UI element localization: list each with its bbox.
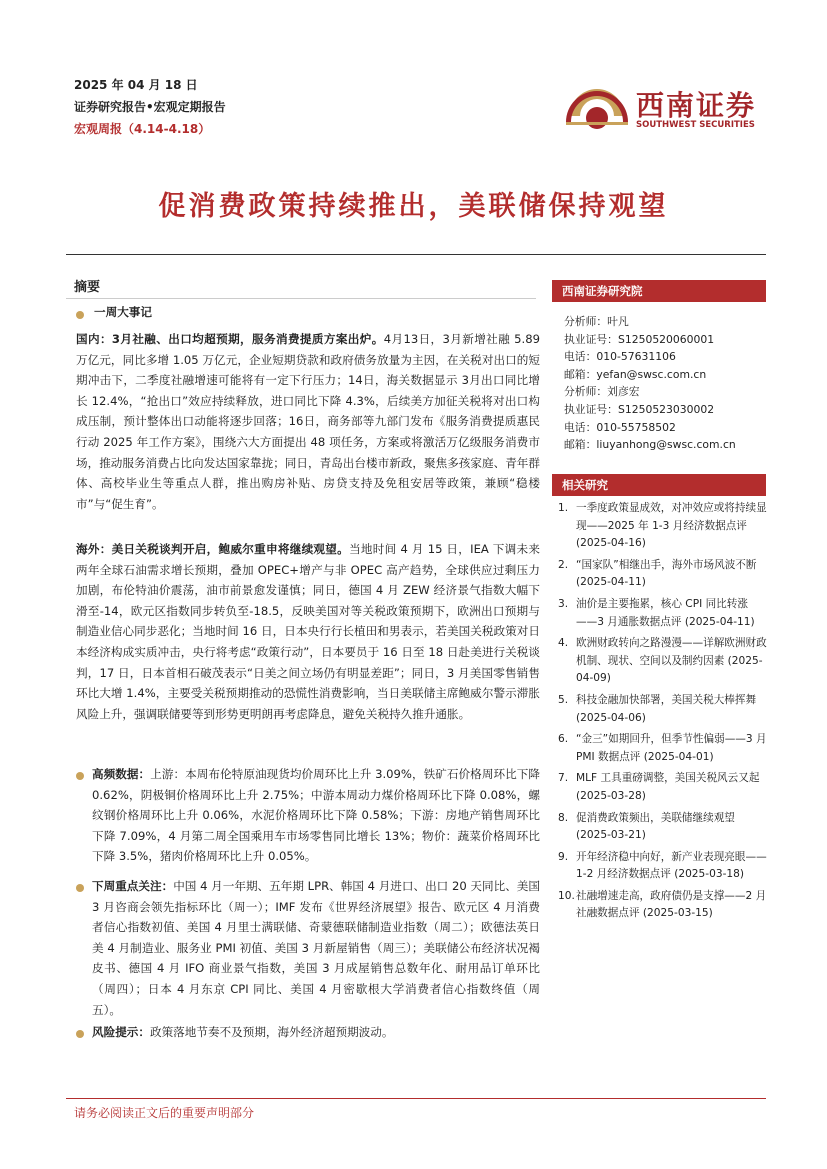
related-report-number: 4. [558,637,569,650]
related-research-list [558,500,768,927]
hf-lead: 高频数据： [92,767,151,781]
report-date: 2025 年 04 月 18 日 [74,78,198,92]
related-report-item[interactable] [558,692,768,727]
related-report-item[interactable] [558,557,768,592]
related-report-number: 1. [558,502,569,514]
title-divider [66,254,766,255]
related-report-number: 9. [558,850,569,863]
summary-divider [66,298,536,299]
related-report-title[interactable]: 开年经济稳中向好，新产业表现亮眼——1-2 月经济数据点评 (2025-03-18) [576,850,767,881]
related-report-number: 6. [558,733,569,746]
domestic-text: 4月13日，3月新增社融 5.89 万亿元，同比多增 1.05 万亿元，企业短期贷款和政府债务放量为主因，在关税对出口的短期冲击下，二季度社融增速可能将有一定下行压力；14日，海关数据显示 3月出口同比增长 12.4%，“抢出口”效应持续释放，进口同比下降 4.3%，后续美方加征关税将对出口构成压制，预计整体出口动能将逐步回落；16日，商务部等九部门发布《服务消费提质惠民行动 2025 年工作方案》，围绕六大方面提出 48 项任务，方案或将激活万亿级服务消费市场，推动服务消费占比向发达国家靠拢；同日，青岛出台楼市新政，聚焦多孩家庭、青年群体、高校毕业生等重点人群，推出购房补贴、房贷支持及免租安居等政策，兼顾“稳楼市”与“促生育”。 [76,332,540,511]
overseas-paragraph [76,539,540,724]
related-report-item[interactable] [558,596,768,631]
related-report-item[interactable] [558,770,768,805]
company-logo [566,78,766,138]
sun-emblem-icon [566,78,628,134]
related-report-number: 8. [558,811,569,824]
related-report-item[interactable] [558,731,768,766]
related-report-title[interactable]: 一季度政策显成效，对冲效应或将持续显现——2025 年 1-3 月经济数据点评 (2025-04-16) [576,502,767,550]
related-report-item[interactable] [558,849,768,884]
institute-label: 西南证券研究院 [552,280,766,302]
domestic-paragraph [76,329,540,514]
related-report-item[interactable] [558,888,768,923]
bullet-icon [76,1030,84,1038]
related-report-number: 7. [558,772,569,785]
related-report-number: 3. [558,597,569,610]
report-title: 促消费政策持续推出，美联储保持观望 [158,191,669,222]
related-report-number: 2. [558,558,569,571]
risk-paragraph [92,1022,540,1043]
related-research-label: 相关研究 [552,474,766,496]
week-events-title: 一周大事记 [94,305,152,319]
related-report-title[interactable]: 科技金融加快部署，美国关税大棒挥舞 (2025-04-06) [576,693,757,724]
report-name: 宏观周报（4.14-4.18） [74,122,211,136]
related-report-item[interactable] [558,500,768,553]
bullet-icon [76,772,84,780]
logo-name-en: SOUTHWEST SECURITIES [636,120,755,130]
related-report-title[interactable]: 社融增速走高，政府债仍是支撑——2 月社融数据点评 (2025-03-15) [576,889,767,920]
related-report-title[interactable]: 促消费政策频出，美联储继续观望 (2025-03-21) [576,811,735,842]
related-report-item[interactable] [558,635,768,688]
logo-name-cn: 西南证券 [636,89,757,122]
summary-heading: 摘要 [74,280,101,295]
next-week-paragraph [92,876,540,1020]
related-report-number: 5. [558,693,569,706]
related-report-number: 10. [558,889,575,902]
related-report-title[interactable]: MLF 工具重磅调整，美国关税风云又起 (2025-03-28) [576,772,760,802]
risk-lead: 风险提示： [92,1025,150,1039]
risk-text: 政策落地节奏不及预期，海外经济超预期波动。 [149,1025,394,1039]
related-report-title[interactable]: “国家队”相继出手，海外市场风波不断 (2025-04-11) [576,558,757,589]
overseas-text: 当地时间 4 月 15 日，IEA 下调未来两年全球石油需求增长预期，叠加 OPEC+增产与非 OPEC 高产趋势，全球供应过剩压力加剧，布伦特油价震荡，油市前景愈发谨慎；同日，德国 4 月 ZEW 经济景气指数大幅下滑至-14，欧元区指数同步转负至-18.5，反映美国对等关税政策预期下，欧洲出口预期与制造业信心同步恶化；当地时间 16 日，日本央行行长植田和男表示，若美国关税政策对日本经济构成实质冲击，央行将考虑“政策行动”，日本要员于 16 日至 18 日赴美进行关税谈判，17 日，日本首相石破茂表示“日美之间立场仍有明显差距”；同日，3 月美国零售销售环比大增 1.4%，主要受关税预期推动的恐慌性消费影响，当日美联储主席鲍威尔警示滞胀风险上升，强调联储要等到形势更明朗再考虑降息，避免关税持久推升通胀。 [76,542,540,721]
report-category: 证券研究报告•宏观定期报告 [74,100,226,114]
next-lead: 下周重点关注： [92,879,174,893]
footer-divider [66,1098,766,1099]
hf-text: 上游：本周布伦特原油现货均价周环比上升 3.09%，铁矿石价格周环比下降 0.62%，阴极铜价格周环比上升 2.75%；中游本周动力煤价格周环比下降 0.08%，螺纹钢价格周环比上升 0.06%，水泥价格周环比下降 0.58%；下游：房地产销售周环比下降 7.09%，4 月第二周全国乘用车市场零售同比增长 13%；物价：蔬菜价格周环比下降 3.5%，猪肉价格周环比上升 0.05%。 [92,767,540,864]
related-report-title[interactable]: 油价是主要拖累，核心 CPI 同比转涨——3 月通胀数据点评 (2025-04-11) [576,597,755,628]
high-frequency-paragraph [92,764,540,867]
related-report-title[interactable]: 欧洲财政转向之路漫漫——详解欧洲财政机制、现状、空间以及制约因素 (2025-04-09) [576,637,767,685]
bullet-icon [76,884,84,892]
footer-note: 请务必阅读正文后的重要声明部分 [74,1106,255,1120]
related-report-item[interactable] [558,810,768,845]
analyst-info: 分析师：叶凡 执业证号：S1250520060001 电话：010-57631106 邮箱：yefan@swsc.com.cn 分析师：刘彦宏 执业证号：S1250523030002 电话：010-55758502 邮箱：liuyanhong@swsc.com.cn [564,315,736,452]
next-text: 中国 4 月一年期、五年期 LPR、韩国 4 月进口、出口 20 天同比、美国 3 月咨商会领先指标环比（周一）；IMF 发布《世界经济展望》报告、欧元区 4 月消费者信心指数初值、美国 4 月里士满联储、奇蒙德联储制造业指数（周二）；欧德法英日美 4 月制造业、服务业 PMI 初值、美国 3 月新屋销售（周三）；美联储公布经济状况褐皮书、德国 4 月 IFO 商业景气指数，美国 3 月成屋销售总数年化、耐用品订单环比（周四）；日本 4 月东京 CPI 同比、美国 4 月密歇根大学消费者信心指数终值（周五）。 [92,879,540,1017]
report-header [74,74,226,140]
related-report-title[interactable]: “金三”如期回升，但季节性偏弱——3 月 PMI 数据点评 (2025-04-01) [576,733,767,763]
overseas-lead: 海外：美日关税谈判开启，鲍威尔重申将继续观望。 [76,542,350,556]
bullet-icon [76,311,84,319]
domestic-lead: 国内：3月社融、出口均超预期，服务消费提质方案出炉。 [76,332,384,346]
